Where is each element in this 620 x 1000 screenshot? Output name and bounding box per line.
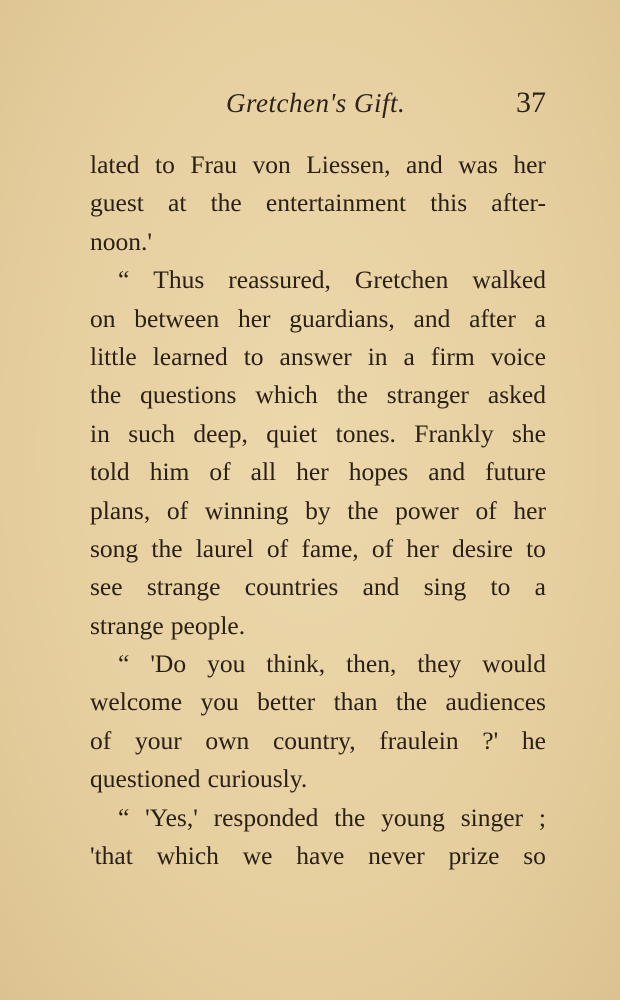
word: quiet <box>266 418 318 448</box>
word: “ <box>118 265 130 295</box>
word: answer <box>279 341 352 371</box>
word: and <box>362 572 400 602</box>
word: to <box>155 150 175 179</box>
word: than <box>333 687 378 717</box>
word: her <box>237 303 271 333</box>
word: a <box>403 341 415 371</box>
word: and <box>413 303 451 333</box>
word: audiences <box>445 687 546 717</box>
word: on <box>90 303 116 333</box>
word: him <box>149 457 190 487</box>
word: a <box>534 303 546 333</box>
text-line-10 <box>90 492 546 530</box>
word: welcome <box>90 687 183 717</box>
word: of <box>90 725 112 755</box>
word: of <box>166 495 189 525</box>
word: curiously. <box>207 764 308 794</box>
word: to <box>490 572 511 602</box>
word: the <box>210 188 242 218</box>
text-line-7 <box>90 376 546 414</box>
word: of <box>266 533 289 563</box>
word: we <box>242 841 273 871</box>
word: her <box>296 457 329 487</box>
word: of <box>475 495 497 525</box>
text-line-16 <box>90 722 546 760</box>
word: would <box>482 649 546 679</box>
word: countries <box>244 572 339 602</box>
word: reassured, <box>228 265 331 295</box>
word: never <box>368 841 425 871</box>
word: asked <box>487 380 546 410</box>
word: country, <box>272 725 356 755</box>
word: guest <box>90 188 144 218</box>
word: stranger <box>386 380 469 410</box>
word: little <box>90 341 137 371</box>
word: responded <box>213 802 319 832</box>
text-line-12 <box>90 568 546 606</box>
word: singer <box>460 802 524 832</box>
word: this <box>430 188 468 218</box>
word: 'Yes,' <box>145 802 198 832</box>
text-line-8 <box>90 415 546 453</box>
word: own <box>205 725 250 755</box>
text-line-19 <box>90 837 546 875</box>
word: Liessen, <box>306 150 391 179</box>
word: “ <box>118 802 130 832</box>
word: of <box>209 457 231 487</box>
word: a <box>534 572 546 602</box>
word: laurel <box>195 533 254 563</box>
text-line-11 <box>90 530 546 568</box>
word: entertainment <box>265 188 407 218</box>
word: deep, <box>193 418 248 448</box>
text-line-4 <box>90 261 546 299</box>
word: voice <box>490 341 546 371</box>
word: which <box>255 380 318 410</box>
text-line-15 <box>90 683 546 721</box>
word: such <box>128 418 175 448</box>
word: young <box>381 802 445 832</box>
word: which <box>156 841 219 871</box>
word: he <box>521 725 546 755</box>
word: guardians, <box>289 303 395 333</box>
word: the <box>347 495 379 525</box>
word: you <box>207 649 246 679</box>
word: after <box>469 303 516 333</box>
word: the <box>151 533 183 563</box>
word: after- <box>491 188 546 218</box>
word: your <box>134 725 182 755</box>
word: so <box>523 841 546 871</box>
word: questions <box>140 380 237 410</box>
word: von <box>252 150 291 179</box>
text-line-6 <box>90 338 546 376</box>
word: fame, <box>301 533 359 563</box>
word: lated <box>90 150 140 179</box>
word: Frankly <box>414 418 494 448</box>
text-line-9 <box>90 453 546 491</box>
text-line-17 <box>90 760 546 798</box>
word: the <box>334 802 366 832</box>
word: song <box>90 533 139 563</box>
word: the <box>90 380 122 410</box>
word: people. <box>170 610 246 640</box>
text-line-1 <box>90 146 546 184</box>
word: all <box>250 457 277 487</box>
word: to <box>243 341 264 371</box>
word: between <box>134 303 220 333</box>
word: prize <box>448 841 500 871</box>
word: her <box>513 150 546 179</box>
word: plans, <box>90 495 151 525</box>
word: strange <box>90 610 164 640</box>
word: in <box>367 341 388 371</box>
word: winning <box>204 495 289 525</box>
word: walked <box>472 265 546 295</box>
word: “ <box>118 649 130 679</box>
word: Frau <box>190 150 238 179</box>
word: she <box>511 418 546 448</box>
word: and <box>428 457 466 487</box>
word: then, <box>346 649 397 679</box>
word: see <box>90 572 123 602</box>
text-line-14 <box>90 645 546 683</box>
word: desire <box>452 533 513 563</box>
word: and <box>405 150 443 179</box>
word: 'Do <box>150 649 187 679</box>
word: have <box>296 841 345 871</box>
text-line-18 <box>90 799 546 837</box>
body-text <box>90 146 546 875</box>
page-header <box>0 88 620 128</box>
word: was <box>458 150 498 179</box>
word: the <box>336 380 368 410</box>
text-line-5 <box>90 300 546 338</box>
word: her <box>406 533 439 563</box>
word: her <box>513 495 546 525</box>
word: they <box>417 649 462 679</box>
word: think, <box>266 649 326 679</box>
word: tones. <box>335 418 396 448</box>
text-line-13 <box>90 607 546 645</box>
word: ?' <box>482 725 499 755</box>
word: strange <box>146 572 221 602</box>
text-line-3 <box>90 223 546 261</box>
word: questioned <box>90 764 201 794</box>
word: better <box>257 687 316 717</box>
word: Thus <box>153 265 205 295</box>
word: of <box>371 533 394 563</box>
word: firm <box>430 341 475 371</box>
word: at <box>168 188 187 218</box>
word: 'that <box>90 841 133 871</box>
word: the <box>395 687 428 717</box>
word: sing <box>423 572 467 602</box>
word: you <box>200 687 239 717</box>
word: hopes <box>348 457 409 487</box>
running-title: Gretchen's Gift. <box>226 88 406 118</box>
page-number: 37 <box>516 86 546 119</box>
word: ; <box>538 802 546 832</box>
word: told <box>90 457 130 487</box>
word: in <box>90 418 110 448</box>
word: learned <box>152 341 228 371</box>
word: fraulein <box>379 725 459 755</box>
word: noon.' <box>90 226 152 256</box>
word: by <box>305 495 331 525</box>
word: future <box>485 457 546 487</box>
word: to <box>526 533 546 563</box>
word: Gretchen <box>354 265 449 295</box>
word: power <box>395 495 459 525</box>
text-line-2 <box>90 184 546 222</box>
